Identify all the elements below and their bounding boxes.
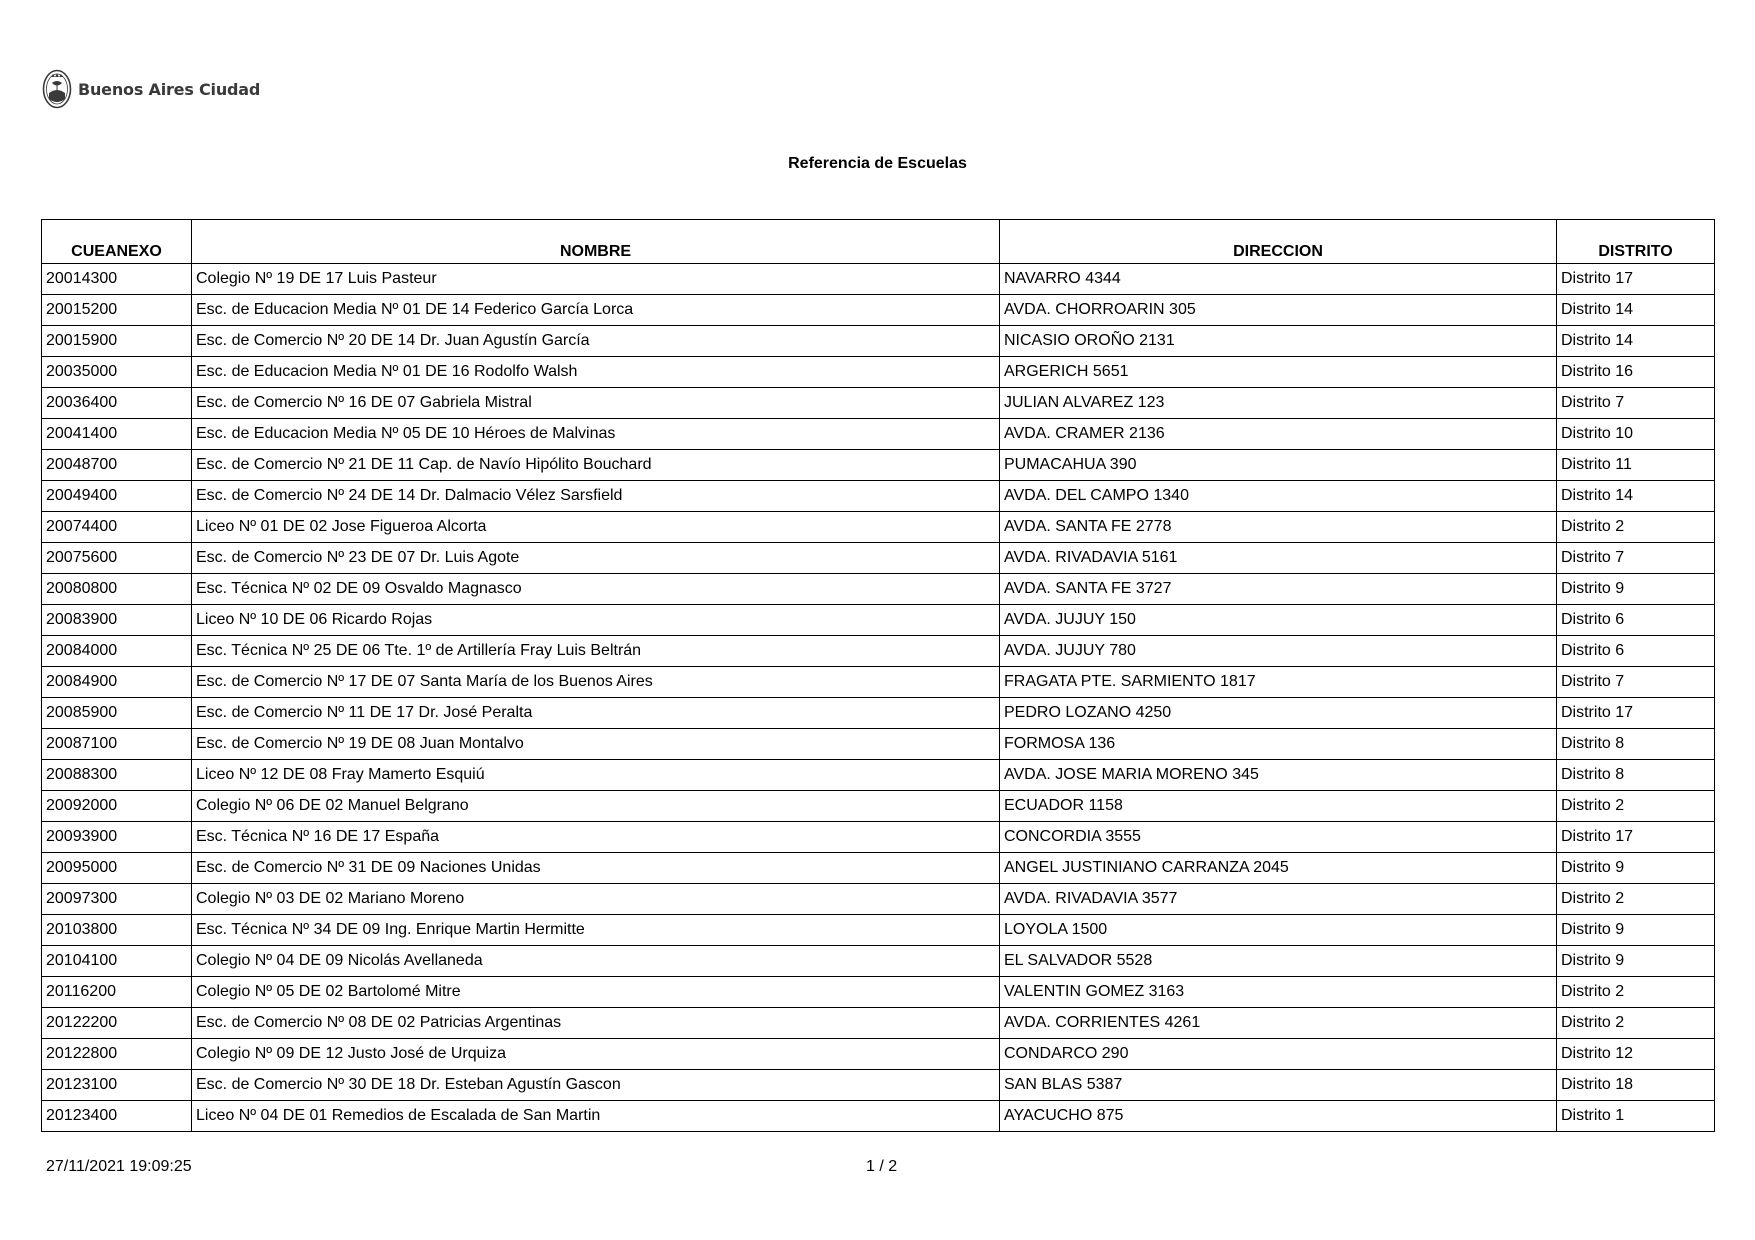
cell-cueanexo: 20123400 bbox=[42, 1101, 192, 1132]
cell-nombre: Esc. Técnica Nº 25 DE 06 Tte. 1º de Artillería Fray Luis Beltrán bbox=[192, 636, 1000, 667]
cell-cueanexo: 20083900 bbox=[42, 605, 192, 636]
cell-nombre: Esc. de Educacion Media Nº 05 DE 10 Héroes de Malvinas bbox=[192, 419, 1000, 450]
cell-distrito: Distrito 2 bbox=[1557, 884, 1715, 915]
city-seal-icon bbox=[42, 69, 72, 109]
column-header-nombre: NOMBRE bbox=[192, 220, 1000, 264]
page-title: Referencia de Escuelas bbox=[788, 155, 967, 172]
cell-distrito: Distrito 9 bbox=[1557, 946, 1715, 977]
table-row bbox=[42, 295, 1715, 326]
table-row bbox=[42, 574, 1715, 605]
cell-nombre: Colegio Nº 09 DE 12 Justo José de Urquiza bbox=[192, 1039, 1000, 1070]
cell-distrito: Distrito 7 bbox=[1557, 543, 1715, 574]
cell-nombre: Esc. de Comercio Nº 23 DE 07 Dr. Luis Agote bbox=[192, 543, 1000, 574]
cell-nombre: Liceo Nº 10 DE 06 Ricardo Rojas bbox=[192, 605, 1000, 636]
cell-cueanexo: 20048700 bbox=[42, 450, 192, 481]
cell-nombre: Esc. de Comercio Nº 11 DE 17 Dr. José Peralta bbox=[192, 698, 1000, 729]
cell-direccion: AYACUCHO 875 bbox=[1000, 1101, 1557, 1132]
cell-direccion: JULIAN ALVAREZ 123 bbox=[1000, 388, 1557, 419]
cell-distrito: Distrito 16 bbox=[1557, 357, 1715, 388]
cell-nombre: Liceo Nº 12 DE 08 Fray Mamerto Esquiú bbox=[192, 760, 1000, 791]
cell-direccion: AVDA. JUJUY 780 bbox=[1000, 636, 1557, 667]
column-header-direccion: DIRECCION bbox=[1000, 220, 1557, 264]
cell-direccion: ECUADOR 1158 bbox=[1000, 791, 1557, 822]
cell-cueanexo: 20088300 bbox=[42, 760, 192, 791]
table-row bbox=[42, 1070, 1715, 1101]
table-row bbox=[42, 729, 1715, 760]
cell-distrito: Distrito 8 bbox=[1557, 760, 1715, 791]
table-row bbox=[42, 946, 1715, 977]
cell-cueanexo: 20092000 bbox=[42, 791, 192, 822]
cell-cueanexo: 20095000 bbox=[42, 853, 192, 884]
cell-nombre: Esc. Técnica Nº 34 DE 09 Ing. Enrique Martin Hermitte bbox=[192, 915, 1000, 946]
cell-distrito: Distrito 9 bbox=[1557, 574, 1715, 605]
cell-distrito: Distrito 17 bbox=[1557, 698, 1715, 729]
table-row bbox=[42, 543, 1715, 574]
cell-nombre: Esc. de Educacion Media Nº 01 DE 16 Rodolfo Walsh bbox=[192, 357, 1000, 388]
cell-direccion: AVDA. SANTA FE 3727 bbox=[1000, 574, 1557, 605]
cell-direccion: PEDRO LOZANO 4250 bbox=[1000, 698, 1557, 729]
cell-cueanexo: 20084000 bbox=[42, 636, 192, 667]
table-row bbox=[42, 264, 1715, 295]
cell-direccion: NAVARRO 4344 bbox=[1000, 264, 1557, 295]
cell-nombre: Colegio Nº 05 DE 02 Bartolomé Mitre bbox=[192, 977, 1000, 1008]
cell-direccion: VALENTIN GOMEZ 3163 bbox=[1000, 977, 1557, 1008]
cell-nombre: Liceo Nº 04 DE 01 Remedios de Escalada de San Martin bbox=[192, 1101, 1000, 1132]
table-row bbox=[42, 605, 1715, 636]
cell-distrito: Distrito 12 bbox=[1557, 1039, 1715, 1070]
cell-nombre: Esc. de Educacion Media Nº 01 DE 14 Federico García Lorca bbox=[192, 295, 1000, 326]
cell-nombre: Esc. de Comercio Nº 24 DE 14 Dr. Dalmacio Vélez Sarsfield bbox=[192, 481, 1000, 512]
cell-direccion: ANGEL JUSTINIANO CARRANZA 2045 bbox=[1000, 853, 1557, 884]
cell-distrito: Distrito 7 bbox=[1557, 388, 1715, 419]
cell-nombre: Esc. de Comercio Nº 21 DE 11 Cap. de Navío Hipólito Bouchard bbox=[192, 450, 1000, 481]
table-row bbox=[42, 853, 1715, 884]
cell-distrito: Distrito 2 bbox=[1557, 977, 1715, 1008]
cell-cueanexo: 20116200 bbox=[42, 977, 192, 1008]
cell-distrito: Distrito 1 bbox=[1557, 1101, 1715, 1132]
cell-distrito: Distrito 14 bbox=[1557, 295, 1715, 326]
cell-nombre: Colegio Nº 19 DE 17 Luis Pasteur bbox=[192, 264, 1000, 295]
cell-nombre: Esc. de Comercio Nº 08 DE 02 Patricias Argentinas bbox=[192, 1008, 1000, 1039]
table-row bbox=[42, 326, 1715, 357]
table-row bbox=[42, 481, 1715, 512]
cell-direccion: NICASIO OROÑO 2131 bbox=[1000, 326, 1557, 357]
cell-direccion: FRAGATA PTE. SARMIENTO 1817 bbox=[1000, 667, 1557, 698]
table-row bbox=[42, 512, 1715, 543]
table-row bbox=[42, 636, 1715, 667]
cell-cueanexo: 20123100 bbox=[42, 1070, 192, 1101]
cell-nombre: Esc. Técnica Nº 02 DE 09 Osvaldo Magnasco bbox=[192, 574, 1000, 605]
cell-cueanexo: 20041400 bbox=[42, 419, 192, 450]
cell-distrito: Distrito 17 bbox=[1557, 822, 1715, 853]
cell-distrito: Distrito 18 bbox=[1557, 1070, 1715, 1101]
cell-cueanexo: 20049400 bbox=[42, 481, 192, 512]
table-row bbox=[42, 357, 1715, 388]
cell-distrito: Distrito 17 bbox=[1557, 264, 1715, 295]
table-body bbox=[42, 264, 1715, 1132]
cell-cueanexo: 20014300 bbox=[42, 264, 192, 295]
table-row bbox=[42, 667, 1715, 698]
cell-distrito: Distrito 9 bbox=[1557, 853, 1715, 884]
cell-distrito: Distrito 2 bbox=[1557, 512, 1715, 543]
logo-text: Buenos Aires Ciudad bbox=[78, 79, 261, 99]
table-row bbox=[42, 450, 1715, 481]
column-header-distrito: DISTRITO bbox=[1557, 220, 1715, 264]
cell-nombre: Colegio Nº 03 DE 02 Mariano Moreno bbox=[192, 884, 1000, 915]
cell-nombre: Esc. de Comercio Nº 17 DE 07 Santa María de los Buenos Aires bbox=[192, 667, 1000, 698]
table-row bbox=[42, 1039, 1715, 1070]
table-row bbox=[42, 977, 1715, 1008]
cell-direccion: AVDA. JUJUY 150 bbox=[1000, 605, 1557, 636]
cell-cueanexo: 20015900 bbox=[42, 326, 192, 357]
table-row bbox=[42, 698, 1715, 729]
table-row bbox=[42, 884, 1715, 915]
cell-distrito: Distrito 8 bbox=[1557, 729, 1715, 760]
cell-distrito: Distrito 14 bbox=[1557, 326, 1715, 357]
table-row bbox=[42, 760, 1715, 791]
cell-direccion: AVDA. DEL CAMPO 1340 bbox=[1000, 481, 1557, 512]
cell-direccion: ARGERICH 5651 bbox=[1000, 357, 1557, 388]
cell-cueanexo: 20085900 bbox=[42, 698, 192, 729]
table-row bbox=[42, 791, 1715, 822]
cell-nombre: Esc. Técnica Nº 16 DE 17 España bbox=[192, 822, 1000, 853]
city-logo bbox=[42, 68, 260, 110]
cell-distrito: Distrito 2 bbox=[1557, 1008, 1715, 1039]
cell-nombre: Esc. de Comercio Nº 31 DE 09 Naciones Unidas bbox=[192, 853, 1000, 884]
cell-direccion: AVDA. SANTA FE 2778 bbox=[1000, 512, 1557, 543]
cell-cueanexo: 20036400 bbox=[42, 388, 192, 419]
cell-cueanexo: 20093900 bbox=[42, 822, 192, 853]
cell-nombre: Colegio Nº 04 DE 09 Nicolás Avellaneda bbox=[192, 946, 1000, 977]
cell-cueanexo: 20075600 bbox=[42, 543, 192, 574]
cell-distrito: Distrito 10 bbox=[1557, 419, 1715, 450]
cell-nombre: Liceo Nº 01 DE 02 Jose Figueroa Alcorta bbox=[192, 512, 1000, 543]
table-header-row bbox=[42, 220, 1715, 264]
table-row bbox=[42, 822, 1715, 853]
table-row bbox=[42, 1101, 1715, 1132]
cell-distrito: Distrito 6 bbox=[1557, 605, 1715, 636]
cell-direccion: CONCORDIA 3555 bbox=[1000, 822, 1557, 853]
cell-cueanexo: 20015200 bbox=[42, 295, 192, 326]
cell-cueanexo: 20104100 bbox=[42, 946, 192, 977]
cell-distrito: Distrito 11 bbox=[1557, 450, 1715, 481]
cell-distrito: Distrito 7 bbox=[1557, 667, 1715, 698]
cell-direccion: AVDA. RIVADAVIA 5161 bbox=[1000, 543, 1557, 574]
cell-direccion: AVDA. CORRIENTES 4261 bbox=[1000, 1008, 1557, 1039]
cell-distrito: Distrito 6 bbox=[1557, 636, 1715, 667]
cell-cueanexo: 20080800 bbox=[42, 574, 192, 605]
cell-cueanexo: 20097300 bbox=[42, 884, 192, 915]
cell-direccion: SAN BLAS 5387 bbox=[1000, 1070, 1557, 1101]
cell-direccion: CONDARCO 290 bbox=[1000, 1039, 1557, 1070]
cell-nombre: Colegio Nº 06 DE 02 Manuel Belgrano bbox=[192, 791, 1000, 822]
cell-nombre: Esc. de Comercio Nº 16 DE 07 Gabriela Mistral bbox=[192, 388, 1000, 419]
page-number: 1 / 2 bbox=[866, 1158, 898, 1175]
cell-direccion: AVDA. CHORROARIN 305 bbox=[1000, 295, 1557, 326]
cell-distrito: Distrito 9 bbox=[1557, 915, 1715, 946]
cell-distrito: Distrito 14 bbox=[1557, 481, 1715, 512]
cell-direccion: LOYOLA 1500 bbox=[1000, 915, 1557, 946]
table-row bbox=[42, 1008, 1715, 1039]
cell-direccion: AVDA. RIVADAVIA 3577 bbox=[1000, 884, 1557, 915]
cell-direccion: PUMACAHUA 390 bbox=[1000, 450, 1557, 481]
schools-table bbox=[41, 219, 1715, 1132]
cell-cueanexo: 20087100 bbox=[42, 729, 192, 760]
cell-direccion: FORMOSA 136 bbox=[1000, 729, 1557, 760]
cell-cueanexo: 20122800 bbox=[42, 1039, 192, 1070]
table-row bbox=[42, 915, 1715, 946]
table-row bbox=[42, 419, 1715, 450]
cell-distrito: Distrito 2 bbox=[1557, 791, 1715, 822]
column-header-cueanexo: CUEANEXO bbox=[42, 220, 192, 264]
cell-cueanexo: 20103800 bbox=[42, 915, 192, 946]
footer-timestamp: 27/11/2021 19:09:25 bbox=[46, 1158, 192, 1175]
cell-direccion: EL SALVADOR 5528 bbox=[1000, 946, 1557, 977]
cell-cueanexo: 20035000 bbox=[42, 357, 192, 388]
cell-direccion: AVDA. CRAMER 2136 bbox=[1000, 419, 1557, 450]
table-row bbox=[42, 388, 1715, 419]
cell-nombre: Esc. de Comercio Nº 20 DE 14 Dr. Juan Agustín García bbox=[192, 326, 1000, 357]
cell-nombre: Esc. de Comercio Nº 19 DE 08 Juan Montalvo bbox=[192, 729, 1000, 760]
cell-direccion: AVDA. JOSE MARIA MORENO 345 bbox=[1000, 760, 1557, 791]
cell-cueanexo: 20074400 bbox=[42, 512, 192, 543]
cell-cueanexo: 20122200 bbox=[42, 1008, 192, 1039]
cell-cueanexo: 20084900 bbox=[42, 667, 192, 698]
cell-nombre: Esc. de Comercio Nº 30 DE 18 Dr. Esteban Agustín Gascon bbox=[192, 1070, 1000, 1101]
